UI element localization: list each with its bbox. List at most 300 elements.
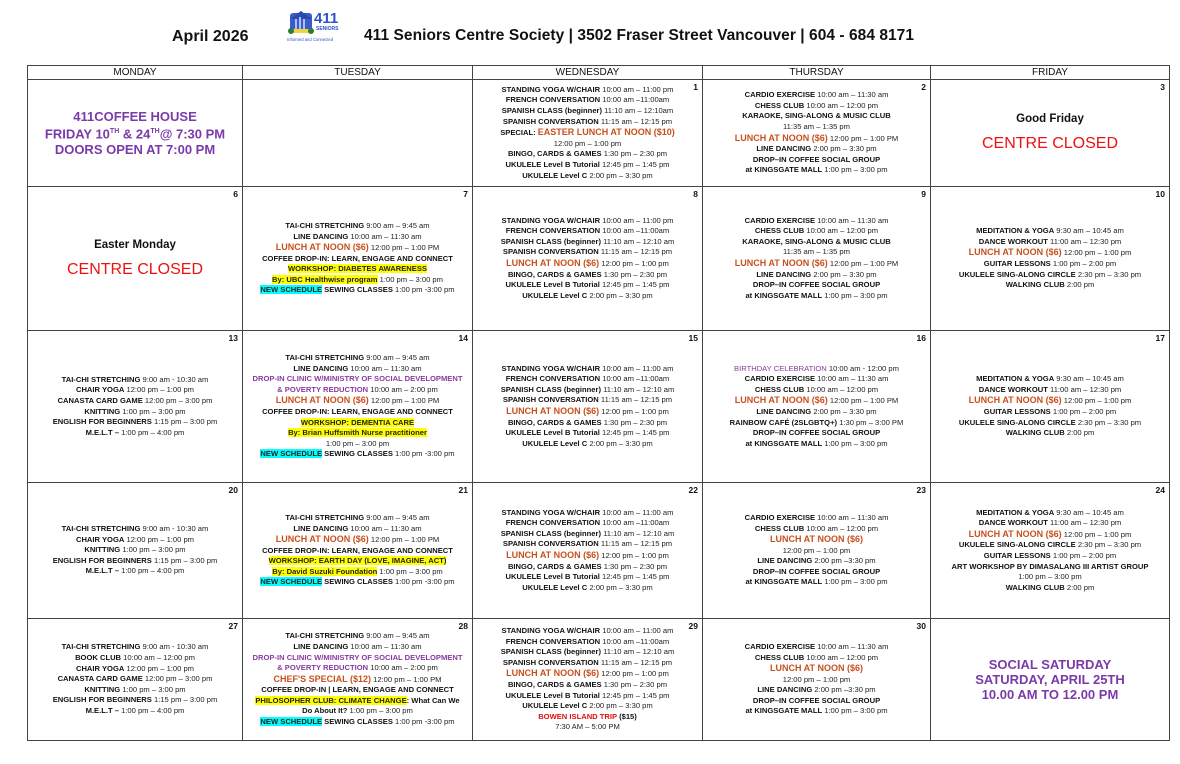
week-row: [28, 483, 1170, 619]
activity-item: [30, 375, 240, 386]
activity-name: LUNCH AT NOON ($6): [506, 406, 600, 416]
activity-item: [245, 513, 470, 524]
activity-list: [30, 375, 240, 439]
activity-item: [30, 566, 240, 577]
activity-item: [705, 685, 928, 696]
day-cell: [243, 331, 473, 483]
activity-item: [30, 664, 240, 675]
activity-list: [475, 216, 700, 302]
activity-name: COFFEE DROP-IN: LEARN, ENGAGE AND CONNECT: [262, 545, 453, 555]
activity-name: LUNCH AT NOON ($6): [275, 395, 369, 406]
activity-item: [245, 285, 470, 296]
activity-item: [245, 264, 470, 275]
activity-item: [475, 226, 700, 237]
day-number: 28: [458, 621, 468, 631]
activity-item: [475, 658, 700, 669]
activity-item: [30, 674, 240, 685]
day-number: 2: [921, 82, 926, 92]
notice-line: SOCIAL SATURDAY: [988, 657, 1112, 672]
activity-item: [475, 722, 700, 733]
activity-name: ENGLISH FOR BEGINNERS: [52, 695, 152, 705]
activity-item: [30, 396, 240, 407]
notice-line: 10.00 AM TO 12.00 PM: [981, 687, 1119, 702]
activity-item: [475, 647, 700, 658]
activity-item: [475, 385, 700, 396]
activity-list: [245, 353, 470, 460]
activity-name: CANASTA CARD GAME: [57, 674, 143, 684]
activity-name: LUNCH AT NOON ($6): [968, 528, 1062, 539]
activity-time: 2:00 pm – 3:30 pm: [587, 701, 653, 711]
activity-name: TAI-CHI STRETCHING: [61, 642, 141, 652]
activity-time: 1:00 pm -3:00 pm: [392, 449, 455, 459]
activity-name: ENGLISH FOR BEGINNERS: [52, 417, 152, 427]
activity-list: [933, 508, 1167, 594]
activity-name: & POVERTY REDUCTION: [277, 384, 369, 394]
activity-item: [475, 508, 700, 519]
day-cell: [703, 187, 931, 331]
activity-item: [475, 216, 700, 227]
activity-name: FRENCH CONVERSATION: [505, 636, 601, 646]
activity-time: 1:00 pm – 3:00 pm: [120, 406, 186, 416]
activity-time: 12:00 pm – 1:00 PM: [368, 535, 440, 545]
activity-time: 12:45 pm – 1:45 pm: [599, 428, 670, 438]
activity-time: 9:00 am – 9:45 am: [364, 631, 430, 641]
activity-name: & POVERTY REDUCTION: [277, 663, 369, 673]
activity-time: 10:00 am – 11:30 am: [815, 512, 889, 522]
activity-name: BINGO, CARDS & GAMES: [507, 680, 602, 689]
activity-item: [933, 518, 1167, 529]
day-cell: [473, 331, 703, 483]
activity-name: UKULELE Level B Tutorial: [505, 428, 600, 438]
activity-item: [705, 513, 928, 524]
activity-name: NEW SCHEDULE: [260, 449, 323, 459]
activity-item: [705, 428, 928, 439]
activity-name: DANCE WORKOUT: [978, 518, 1048, 528]
activity-item: [245, 685, 470, 696]
activity-name: KARAOKE, SING-ALONG & MUSIC CLUB: [742, 236, 891, 246]
activity-name: Do About It?: [302, 706, 348, 716]
activity-time: 10:00 am – 2:00 pm: [368, 384, 438, 394]
activity-time: 10:00 am –11:00am: [600, 518, 670, 528]
activity-item: [705, 524, 928, 535]
activity-item: [705, 642, 928, 653]
activity-name: KARAOKE, SING-ALONG & MUSIC CLUB: [742, 111, 891, 121]
activity-time: 12:45 pm – 1:45 pm: [599, 280, 670, 290]
activity-name: SPANISH CONVERSATION: [502, 395, 599, 405]
activity-name: CHAIR YOGA: [75, 385, 125, 395]
activity-item: [705, 165, 928, 176]
weekday-header-row: [28, 66, 1170, 80]
activity-item: [245, 374, 470, 385]
activity-time: 10:00 am – 11:30 am: [348, 523, 422, 533]
activity-name: DROP–IN COFFEE SOCIAL GROUP: [752, 280, 881, 290]
activity-time: 10:00 am – 11:30 am: [348, 231, 422, 241]
activity-item: [245, 674, 470, 686]
activity-name: SPANISH CLASS (beginner): [500, 528, 601, 538]
activity-item: [705, 90, 928, 101]
activity-item: [245, 631, 470, 642]
activity-name: LUNCH AT NOON ($6): [734, 395, 828, 406]
activity-name: DROP–IN COFFEE SOCIAL GROUP: [752, 695, 881, 705]
day-number: 9: [921, 189, 926, 199]
activity-item: [933, 428, 1167, 439]
activity-time: 12:45 pm – 1:45 pm: [599, 159, 670, 169]
activity-item: [30, 407, 240, 418]
activity-name: LUNCH AT NOON ($6): [275, 534, 369, 545]
activity-name: NEW SCHEDULE: [260, 577, 323, 587]
activity-name: SEWING CLASSES: [322, 449, 393, 459]
activity-name: STANDING YOGA W/CHAIR: [501, 626, 601, 636]
activity-name: M.E.L.T –: [85, 705, 119, 715]
day-number: 27: [228, 621, 238, 631]
activity-item: [705, 546, 928, 557]
activity-time: 2:00 pm: [1064, 280, 1095, 290]
activity-list: [705, 90, 928, 176]
day-number: 22: [688, 485, 698, 495]
activity-list: [475, 508, 700, 594]
day-number: 15: [688, 333, 698, 343]
activity-name: UKULELE Level C: [522, 170, 588, 180]
activity-time: 1:30 pm – 2:30 pm: [601, 680, 668, 689]
activity-item: [245, 395, 470, 407]
activity-time: 10:00 am –11:00am: [600, 226, 670, 236]
activity-time: 10:00 am – 12:00 pm: [804, 384, 879, 394]
activity-item: [30, 642, 240, 653]
activity-time: 10:00 am – 11:30 am: [815, 374, 889, 384]
svg-text:SENIORS: SENIORS: [316, 26, 339, 32]
day-number: 16: [916, 333, 926, 343]
activity-item: [475, 712, 700, 723]
activity-name: SEWING CLASSES: [322, 717, 393, 727]
notice-line: FRIDAY 10TH & 24TH@ 7:30 PM: [44, 126, 226, 142]
activity-name: TAI-CHI STRETCHING: [285, 220, 365, 230]
activity-time: 10:00 am – 11:00 am: [600, 363, 674, 373]
day-number: 21: [458, 485, 468, 495]
activity-time: 2:30 pm – 3:30 pm: [1075, 269, 1142, 279]
activity-time: 1:30 pm – 2:30 pm: [601, 149, 668, 159]
activity-item: [933, 407, 1167, 418]
activity-item: [245, 242, 470, 254]
activity-name: STANDING YOGA W/CHAIR: [501, 363, 601, 373]
day-number: 14: [458, 333, 468, 343]
activity-time: 11:15 am – 12:15 pm: [598, 539, 673, 549]
activity-time: 12:00 pm – 1:00 pm: [124, 534, 195, 544]
activity-name: CANASTA CARD GAME: [57, 395, 143, 405]
weekday-thursday: THURSDAY: [703, 66, 931, 80]
activity-name: CHESS CLUB: [754, 384, 805, 394]
activity-item: [705, 663, 928, 675]
activity-item: [475, 406, 700, 418]
activity-item: [705, 556, 928, 567]
notice-line: 411COFFEE HOUSE: [73, 109, 197, 125]
organization-info: 411 Seniors Centre Society | 3502 Fraser Street Vancouver | 604 - 684 8171: [364, 27, 915, 44]
activity-name: GUITAR LESSONS: [983, 259, 1051, 268]
coffee-house-notice: [28, 80, 243, 187]
activity-name: BINGO, CARDS & GAMES: [507, 417, 602, 427]
activity-name: DROP–IN COFFEE SOCIAL GROUP: [752, 566, 881, 576]
activity-name: By: David Suzuki Foundation: [272, 566, 378, 576]
activity-item: [30, 653, 240, 664]
activity-time: 12:00 pm – 1:00 PM: [827, 396, 899, 406]
activity-name: UKULELE Level B Tutorial: [505, 690, 600, 700]
activity-time: 10:00 am – 11:30 am: [815, 215, 889, 225]
activity-time: 12:00 pm – 1:00 PM: [827, 259, 899, 268]
activity-item: [475, 291, 700, 302]
day-cell: [931, 187, 1170, 331]
activity-item: [705, 101, 928, 112]
day-number: 10: [1155, 189, 1165, 199]
activity-time: 12:00 pm – 1:00 pm: [599, 407, 669, 416]
activity-time: 11:35 am – 1:35 pm: [783, 121, 850, 131]
activity-time: 9:00 am – 9:45 am: [364, 220, 430, 230]
activity-item: [705, 291, 928, 302]
activity-name: UKULELE SING-ALONG CIRCLE: [958, 269, 1076, 279]
activity-item: [475, 364, 700, 375]
activity-item: [705, 696, 928, 707]
activity-time: 9:00 am - 10:30 am: [140, 642, 209, 652]
day-cell-empty: [243, 80, 473, 187]
activity-name: GUITAR LESSONS: [983, 407, 1051, 416]
activity-name: ENGLISH FOR BEGINNERS: [52, 555, 152, 565]
activity-item: [475, 374, 700, 385]
activity-name: NEW SCHEDULE: [260, 717, 323, 727]
activity-name: CHESS CLUB: [754, 100, 805, 110]
activity-time: 10:00 am – 11:30 am: [815, 641, 889, 651]
activity-name: TAI-CHI STRETCHING: [61, 374, 141, 384]
activity-time: 9:00 am – 9:45 am: [364, 353, 430, 363]
activity-time: 10:00 am – 11:00 pm: [600, 84, 674, 94]
activity-time: 12:45 pm – 1:45 pm: [599, 690, 670, 700]
day-cell: [473, 80, 703, 187]
activity-list: [30, 524, 240, 577]
day-cell: [28, 483, 243, 619]
activity-item: [705, 237, 928, 248]
activity-item: [475, 701, 700, 712]
activity-item: [245, 524, 470, 535]
activity-time: 10:00 am – 12:00 pm: [121, 653, 195, 663]
activity-name: DANCE WORKOUT: [978, 384, 1048, 394]
activity-list: [475, 626, 700, 733]
activity-item: [475, 626, 700, 637]
activity-item: [705, 258, 928, 270]
activity-name: DROP–IN COFFEE SOCIAL GROUP: [752, 154, 881, 164]
activity-time: 1:15 pm – 3:00 pm: [151, 417, 218, 427]
activity-item: [705, 653, 928, 664]
activity-item: [475, 270, 700, 281]
day-number: 20: [228, 485, 238, 495]
activity-item: [475, 418, 700, 429]
activity-name: TAI-CHI STRETCHING: [61, 524, 141, 534]
activity-time: 11:10 am – 12:10 am: [600, 384, 675, 394]
activity-item: [933, 562, 1167, 573]
activity-time: 2:00 pm: [1064, 428, 1095, 438]
activity-name: at KINGSGATE MALL: [745, 577, 823, 587]
activity-name: BINGO, CARDS & GAMES: [507, 149, 602, 159]
activity-item: [705, 216, 928, 227]
activity-name: BOWEN ISLAND TRIP: [538, 711, 617, 721]
activity-time: 1:30 pm – 2:30 pm: [601, 269, 668, 279]
activity-time: 10:00 am – 2:00 pm: [368, 663, 438, 673]
activity-name: CARDIO EXERCISE: [744, 215, 816, 225]
activity-name: UKULELE Level C: [522, 582, 588, 592]
activity-name: SEWING CLASSES: [322, 285, 393, 295]
activity-item: [933, 395, 1167, 407]
activity-time: 10:00 am – 11:00 am: [600, 507, 674, 517]
activity-time: 10:00 am – 11:00 pm: [600, 215, 674, 225]
activity-item: [245, 407, 470, 418]
day-cell: [473, 483, 703, 619]
day-cell: [28, 187, 243, 331]
activity-name: DROP-IN CLINIC W/MINISTRY OF SOCIAL DEVELOPMENT: [252, 374, 463, 384]
week-row: [28, 331, 1170, 483]
activity-name: BINGO, CARDS & GAMES: [507, 561, 602, 571]
activity-item: [705, 247, 928, 258]
activity-item: [475, 680, 700, 691]
activity-list: [705, 642, 928, 717]
activity-item: [475, 668, 700, 680]
activity-name: SPANISH CLASS (beginner): [500, 384, 601, 394]
activity-item: [475, 529, 700, 540]
activity-name: M.E.L.T –: [85, 566, 119, 576]
activity-item: [933, 374, 1167, 385]
activity-name: BOOK CLUB: [75, 653, 122, 663]
activity-name: FRENCH CONVERSATION: [505, 95, 601, 105]
activity-name: SPANISH CLASS (beginner): [500, 236, 601, 246]
activity-time: 1:00 pm -3:00 pm: [392, 285, 455, 295]
activity-list: [30, 642, 240, 716]
activity-name: FRENCH CONVERSATION: [505, 374, 601, 384]
activity-name: SPANISH CLASS (beginner): [500, 647, 601, 657]
activity-item: [933, 270, 1167, 281]
activity-item: [245, 428, 470, 439]
activity-item: [705, 534, 928, 546]
activity-name: LUNCH AT NOON ($6): [275, 242, 369, 253]
activity-name: FRENCH CONVERSATION: [505, 226, 601, 236]
day-number: 29: [688, 621, 698, 631]
activity-item: [475, 160, 700, 171]
activity-time: 12:00 pm – 1:00 pm: [124, 663, 195, 673]
activity-item: [245, 385, 470, 396]
activity-item: [475, 85, 700, 96]
activity-time: 1:00 pm – 3:00 pm: [1018, 572, 1082, 582]
activity-item: [933, 226, 1167, 237]
activity-name: SPANISH CONVERSATION: [502, 539, 599, 549]
activity-time: 9:30 am – 10:45 am: [1054, 507, 1124, 517]
activity-name: WORKSHOP: EARTH DAY (LOVE, IMAGINE, ACT): [268, 556, 447, 566]
activity-item: [475, 550, 700, 562]
day-cell: [931, 331, 1170, 483]
activity-name: DANCE WORKOUT: [978, 236, 1048, 246]
activity-time: 1:30 pm – 3:00 PM: [837, 417, 904, 427]
activity-time: 10:00 am – 12:00 pm: [804, 100, 879, 110]
activity-time: 9:00 am - 10:30 am: [140, 524, 209, 534]
activity-item: [245, 546, 470, 557]
activity-item: [933, 385, 1167, 396]
activity-name: STANDING YOGA W/CHAIR: [501, 84, 601, 94]
activity-time: 7:30 AM – 5:00 PM: [555, 722, 620, 732]
activity-item: [475, 439, 700, 450]
activity-time: 2:00 pm – 3:30 pm: [811, 407, 877, 416]
activity-time: 11:00 am – 12:30 pm: [1047, 236, 1122, 246]
activity-item: [705, 577, 928, 588]
activity-time: 2:00 pm –3:30 pm: [812, 685, 876, 695]
week-row: [28, 187, 1170, 331]
activity-name: SEWING CLASSES: [322, 577, 393, 587]
activity-name: By: Brian Huffsmith Nurse practitioner: [288, 428, 427, 438]
day-number: 13: [228, 333, 238, 343]
day-number: 6: [233, 189, 238, 199]
activity-name: MEDITATION & YOGA: [976, 226, 1055, 236]
activity-name: ART WORKSHOP BY DIMASALANG III ARTIST GROUP: [951, 561, 1149, 571]
activity-item: [30, 695, 240, 706]
social-saturday-notice: [931, 619, 1170, 741]
activity-item: [245, 364, 470, 375]
activity-name: WORKSHOP: DIABETES AWARENESS: [288, 264, 427, 274]
activity-item: [475, 583, 700, 594]
activity-item: [705, 144, 928, 155]
activity-time: 12:00 pm – 1:00 pm: [782, 674, 851, 684]
activity-name: LUNCH AT NOON ($6): [770, 663, 863, 674]
activity-item: [475, 106, 700, 117]
activity-name: DROP–IN COFFEE SOCIAL GROUP: [752, 428, 881, 438]
activity-name: LUNCH AT NOON ($6): [770, 534, 863, 545]
activity-item: [933, 529, 1167, 541]
activity-name: CHAIR YOGA: [75, 534, 125, 544]
activity-item: [245, 353, 470, 364]
activity-item: [705, 567, 928, 578]
activity-time: 9:00 am – 9:45 am: [364, 512, 430, 522]
activity-name: CARDIO EXERCISE: [744, 512, 816, 522]
activity-item: [30, 545, 240, 556]
activity-item: [933, 280, 1167, 291]
activity-item: [705, 439, 928, 450]
activity-time: 12:00 pm – 1:00 pm: [1061, 396, 1132, 406]
activity-time: 1:00 pm – 3:00 pm: [120, 684, 186, 694]
activity-name: WALKING CLUB: [1005, 280, 1065, 290]
day-cell: [243, 187, 473, 331]
activity-item: [705, 270, 928, 281]
activity-name: M.E.L.T –: [85, 427, 119, 437]
activity-name: SPANISH CLASS (beginner): [501, 106, 603, 116]
activity-item: [933, 583, 1167, 594]
activity-time: 2:00 pm – 3:30 pm: [587, 170, 653, 180]
activity-time: 11:10 am – 12:10 am: [600, 236, 675, 246]
activity-name: COFFEE DROP-IN: LEARN, ENGAGE AND CONNECT: [262, 407, 453, 416]
activity-time: 12:00 pm – 1:00 pm: [124, 385, 195, 395]
activity-name: UKULELE Level B Tutorial: [505, 159, 600, 169]
activity-item: [30, 556, 240, 567]
activity-name: PHILOSOPHER CLUB: CLIMATE CHANGE: [255, 695, 407, 705]
activity-item: [475, 258, 700, 270]
activity-time: 1:15 pm – 3:00 pm: [151, 695, 218, 705]
activity-item: [30, 685, 240, 696]
activity-item: [475, 247, 700, 258]
activity-item: [245, 653, 470, 664]
day-cell: [243, 619, 473, 741]
activity-name: TAI-CHI STRETCHING: [285, 631, 365, 641]
activity-name: CARDIO EXERCISE: [744, 374, 816, 384]
activity-item: [705, 418, 928, 429]
activity-time: 1:00 pm – 3:00 pm: [822, 290, 888, 300]
activity-time: 1:30 pm – 2:30 pm: [601, 561, 668, 571]
activity-item: [245, 577, 470, 588]
activity-name: CHEF'S SPECIAL ($12): [273, 673, 371, 684]
activity-time: 12:00 pm – 1:00 pm: [553, 138, 622, 148]
day-number: 3: [1160, 82, 1165, 92]
activity-time: 9:30 am – 10:45 am: [1054, 226, 1124, 236]
svg-text:Informed and Connected: Informed and Connected: [287, 37, 334, 42]
activity-time: 11:15 am – 12:15 pm: [598, 395, 673, 405]
